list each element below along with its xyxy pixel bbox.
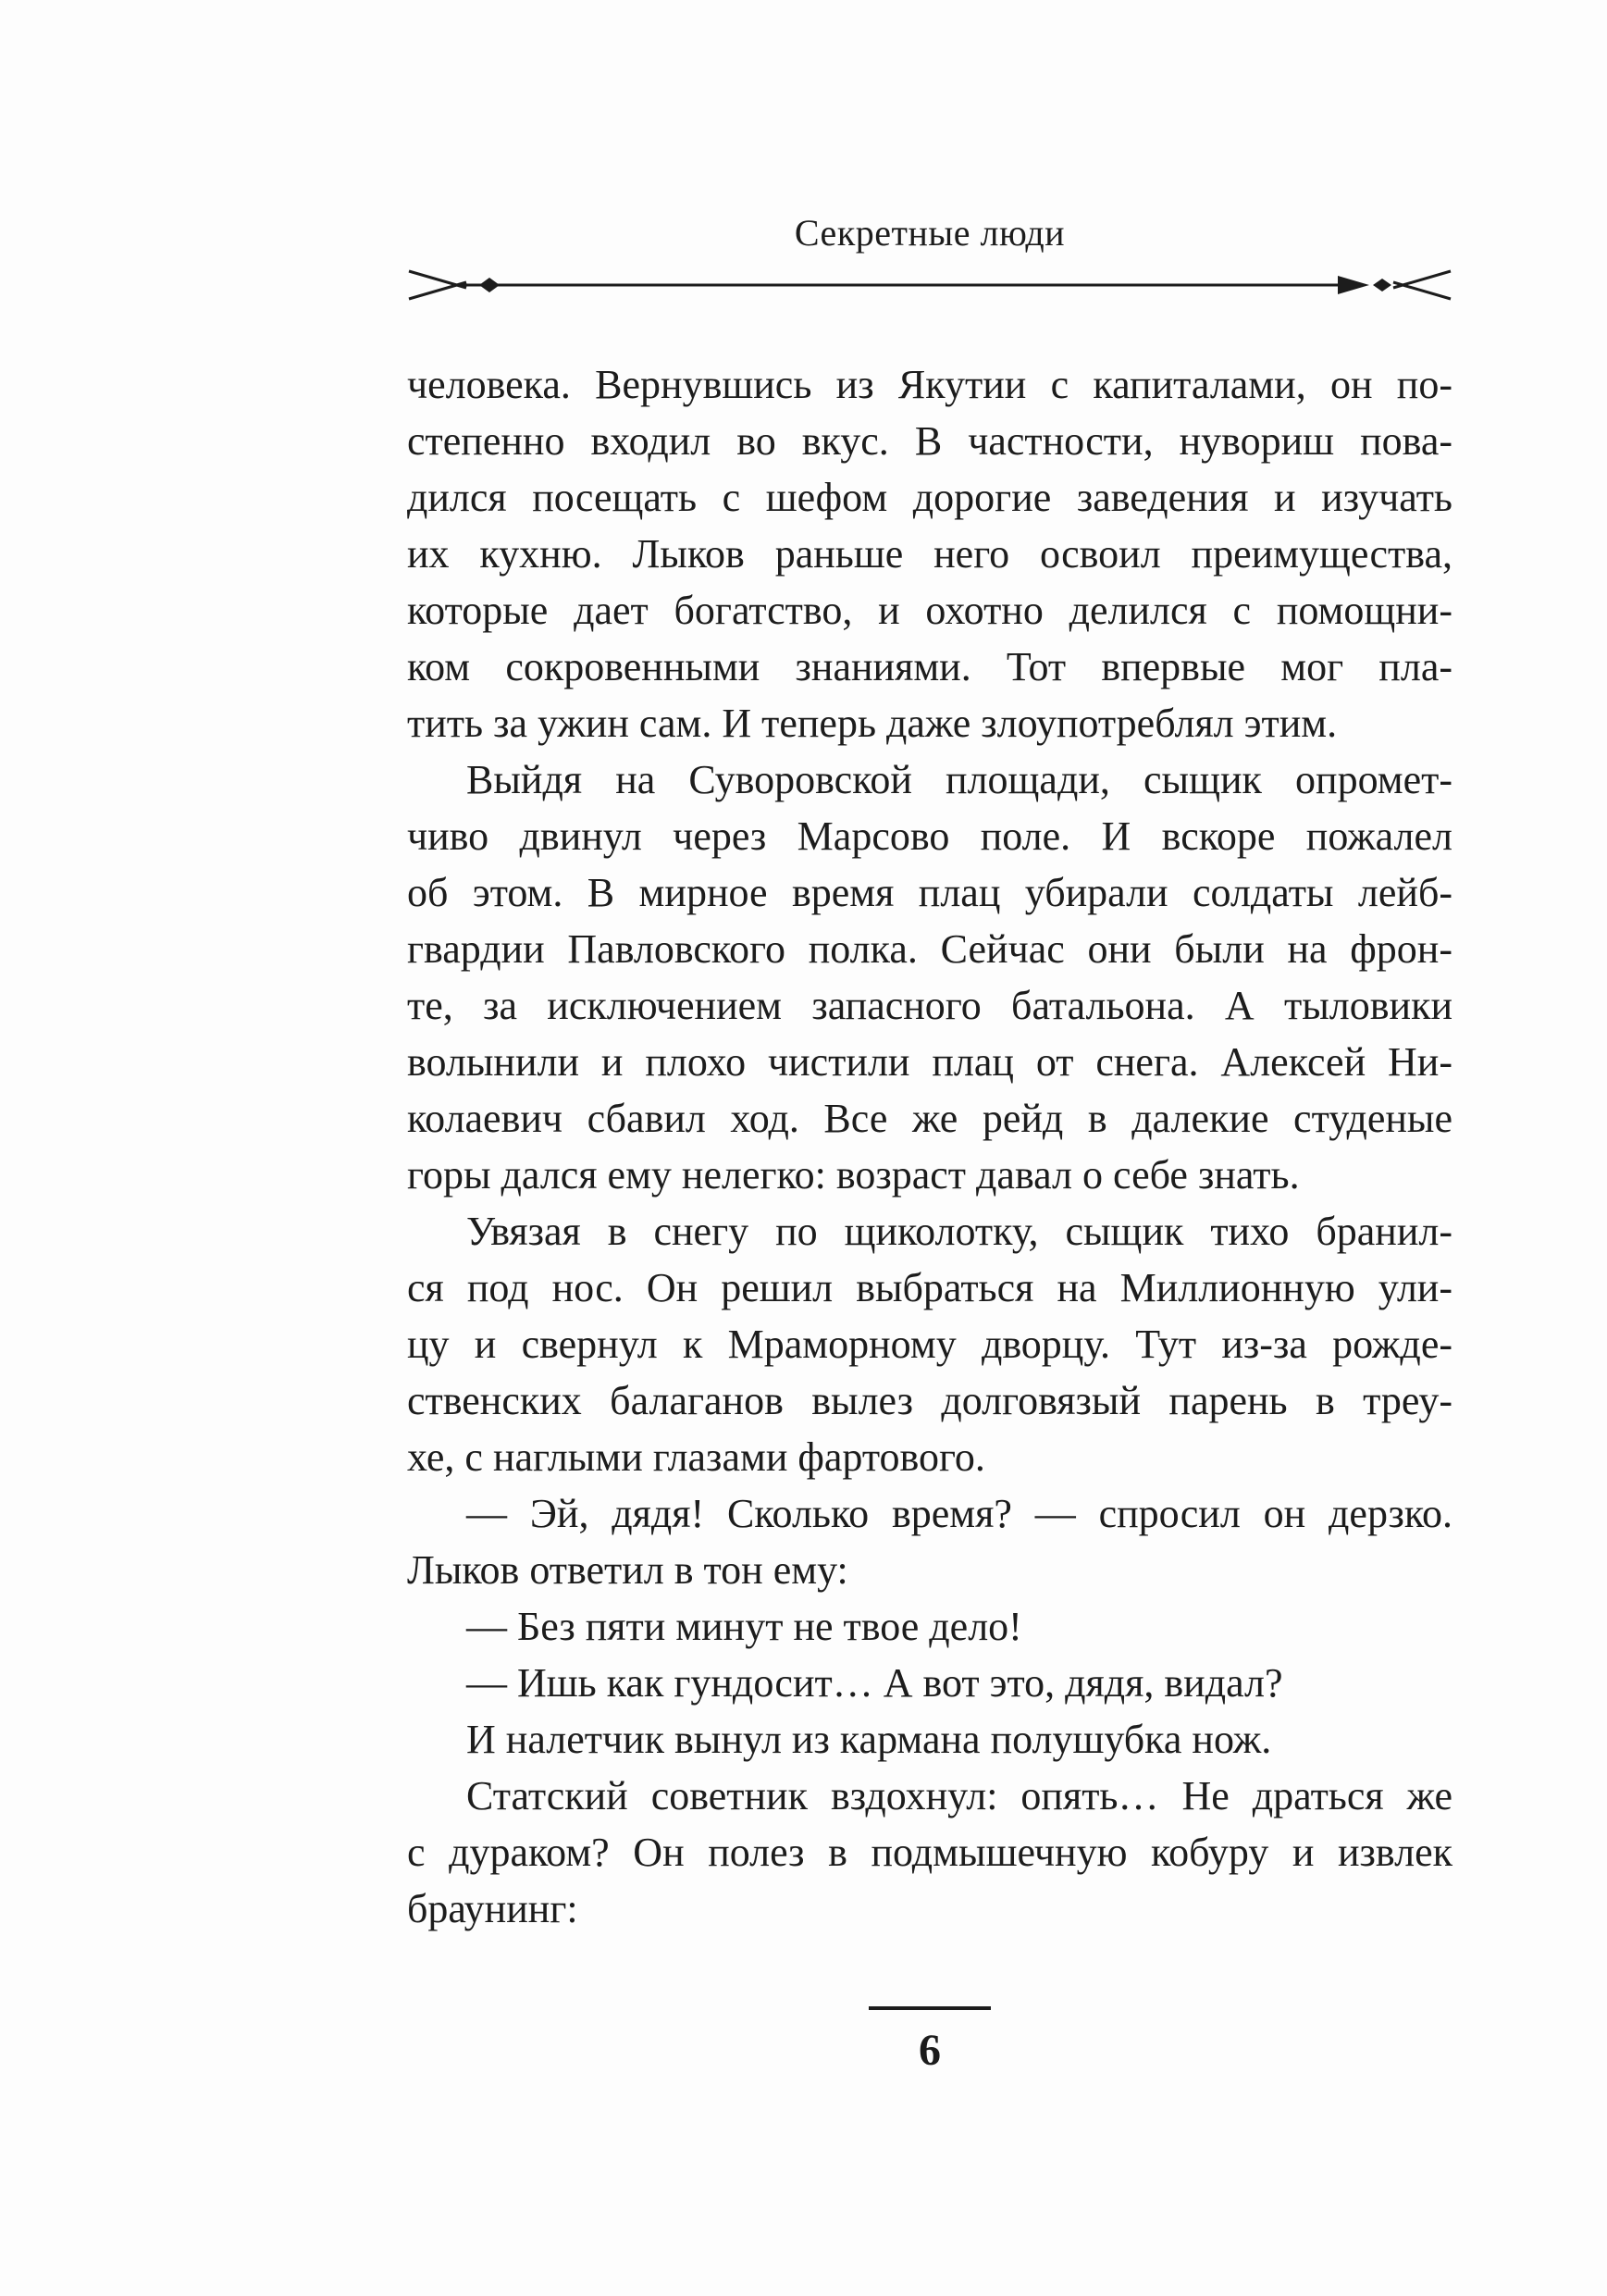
text-line: Лыков ответил в тон ему: bbox=[407, 1547, 848, 1593]
paragraph bbox=[407, 1711, 1452, 1768]
text-line: которые дает богатство, и охотно делился с помощни- bbox=[407, 588, 1452, 633]
text-line: — Эй, дядя! Сколько время? — спросил он дерзко. bbox=[466, 1491, 1452, 1536]
paragraph bbox=[407, 356, 1452, 751]
text-line: волынили и плохо чистили плац от снега. Алексей Ни- bbox=[407, 1039, 1452, 1085]
text-line: тить за ужин сам. И теперь даже злоупотреблял этим. bbox=[407, 701, 1338, 746]
text-line: ком сокровенными знаниями. Тот впервые мог пла- bbox=[407, 644, 1452, 689]
text-line: браунинг: bbox=[407, 1886, 578, 1931]
page-footer bbox=[407, 2006, 1452, 2075]
text-line: — Без пяти минут не твое дело! bbox=[466, 1604, 1022, 1649]
paragraph bbox=[407, 1485, 1452, 1598]
text-line: хе, с наглыми глазами фартового. bbox=[407, 1434, 985, 1480]
text-line: человека. Вернувшись из Якутии с капиталами, он по- bbox=[407, 362, 1452, 407]
running-title: Секретные люди bbox=[794, 212, 1066, 254]
text-line: дился посещать с шефом дорогие заведения и изучать bbox=[407, 475, 1452, 520]
text-line: те, за исключением запасного батальона. А тыловики bbox=[407, 983, 1452, 1028]
text-line: чиво двинул через Марсово поле. И вскоре пожалел bbox=[407, 813, 1452, 859]
paragraph bbox=[407, 1203, 1452, 1485]
ornamental-divider bbox=[407, 268, 1452, 302]
text-line: их кухню. Лыков раньше него освоил преимущества, bbox=[407, 531, 1452, 577]
text-line: ственских балаганов вылез долговязый парень в треу- bbox=[407, 1378, 1452, 1423]
text-line: цу и свернул к Мраморному дворцу. Тут из-за рожде- bbox=[407, 1322, 1452, 1367]
text-line: колаевич сбавил ход. Все же рейд в далекие студеные bbox=[407, 1096, 1452, 1141]
text-line: Увязая в снегу по щиколотку, сыщик тихо бранил- bbox=[466, 1209, 1452, 1254]
footer-rule bbox=[869, 2006, 991, 2010]
paragraph bbox=[407, 1598, 1452, 1655]
page-number: 6 bbox=[919, 2026, 941, 2075]
text-line: Статский советник вздохнул: опять… Не драться же bbox=[466, 1773, 1452, 1818]
text-line: Выйдя на Суворовской площади, сыщик опромет- bbox=[466, 757, 1452, 802]
text-line: гвардии Павловского полка. Сейчас они были на фрон- bbox=[407, 926, 1452, 972]
text-line: об этом. В мирное время плац убирали солдаты лейб- bbox=[407, 870, 1452, 915]
paragraph bbox=[407, 1768, 1452, 1937]
text-body bbox=[407, 356, 1452, 1937]
text-line: горы дался ему нелегко: возраст давал о себе знать. bbox=[407, 1152, 1300, 1198]
paragraph bbox=[407, 751, 1452, 1203]
text-line: И налетчик вынул из кармана полушубка нож. bbox=[466, 1717, 1272, 1762]
text-line: с дураком? Он полез в подмышечную кобуру и извлек bbox=[407, 1830, 1452, 1875]
page-header bbox=[407, 211, 1452, 302]
text-line: ся под нос. Он решил выбраться на Миллионную ули- bbox=[407, 1265, 1452, 1310]
text-line: степенно входил во вкус. В частности, нувориш пова- bbox=[407, 418, 1452, 464]
paragraph bbox=[407, 1655, 1452, 1711]
text-line: — Ишь как гундосит… А вот это, дядя, видал? bbox=[466, 1660, 1283, 1706]
